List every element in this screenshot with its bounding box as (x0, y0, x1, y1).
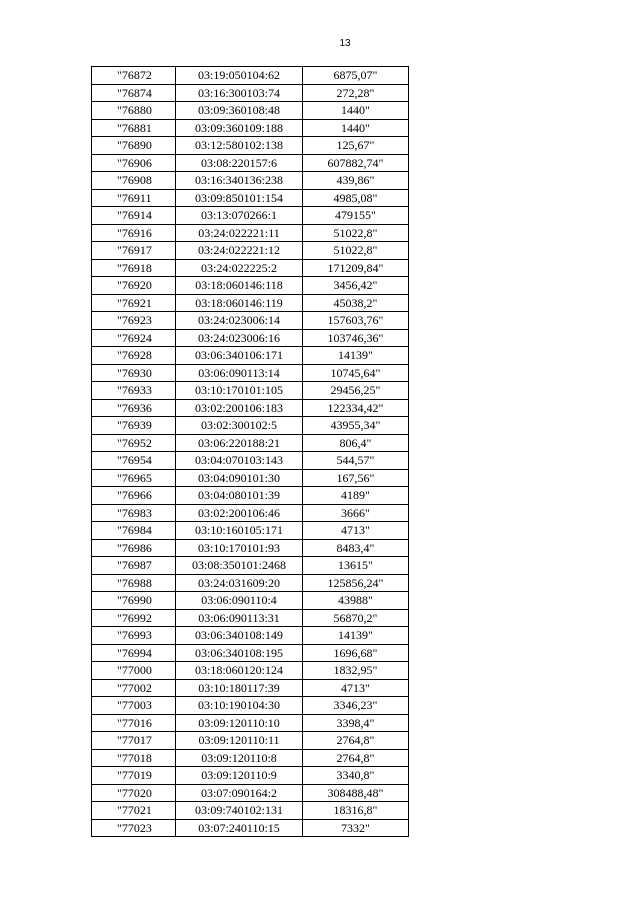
cadastral-number-cell: 03:07:240110:15 (176, 819, 303, 837)
cadastral-number-cell: 03:24:023006:14 (176, 312, 303, 330)
cadastral-number-cell: 03:18:060146:119 (176, 294, 303, 312)
amount-cell: 607882,74" (303, 154, 409, 172)
cadastral-number-cell: 03:18:060120:124 (176, 662, 303, 680)
amount-cell: 51022,8" (303, 242, 409, 260)
table-row (92, 242, 409, 260)
amount-cell: 122334,42" (303, 399, 409, 417)
amount-cell: 544,57" (303, 452, 409, 470)
cadastral-number-cell: 03:02:300102:5 (176, 417, 303, 435)
table-row (92, 207, 409, 225)
table-row (92, 172, 409, 190)
record-number-cell: "77000 (92, 662, 176, 680)
cadastral-number-cell: 03:08:350101:2468 (176, 557, 303, 575)
amount-cell: 125856,24" (303, 574, 409, 592)
record-number-cell: "76923 (92, 312, 176, 330)
record-number-cell: "76874 (92, 84, 176, 102)
record-number-cell: "77019 (92, 767, 176, 785)
record-number-cell: "76984 (92, 522, 176, 540)
cadastral-number-cell: 03:06:220188:21 (176, 434, 303, 452)
record-number-cell: "77023 (92, 819, 176, 837)
cadastral-number-cell: 03:24:031609:20 (176, 574, 303, 592)
table-row (92, 592, 409, 610)
data-table (91, 66, 409, 837)
amount-cell: 7332" (303, 819, 409, 837)
record-number-cell: "76872 (92, 67, 176, 85)
cadastral-number-cell: 03:06:090113:31 (176, 609, 303, 627)
record-number-cell: "77016 (92, 714, 176, 732)
table-row (92, 434, 409, 452)
amount-cell: 8483,4" (303, 539, 409, 557)
cadastral-number-cell: 03:10:170101:93 (176, 539, 303, 557)
cadastral-number-cell: 03:02:200106:183 (176, 399, 303, 417)
record-number-cell: "76914 (92, 207, 176, 225)
amount-cell: 10745,64" (303, 364, 409, 382)
table-row (92, 732, 409, 750)
cadastral-number-cell: 03:13:070266:1 (176, 207, 303, 225)
amount-cell: 167,56" (303, 469, 409, 487)
record-number-cell: "76890 (92, 137, 176, 155)
record-number-cell: "76881 (92, 119, 176, 137)
record-number-cell: "76986 (92, 539, 176, 557)
table-row (92, 312, 409, 330)
cadastral-number-cell: 03:09:360108:48 (176, 102, 303, 120)
amount-cell: 14139" (303, 627, 409, 645)
amount-cell: 3666" (303, 504, 409, 522)
cadastral-number-cell: 03:04:080101:39 (176, 487, 303, 505)
table-row (92, 644, 409, 662)
record-number-cell: "76930 (92, 364, 176, 382)
amount-cell: 51022,8" (303, 224, 409, 242)
table-row (92, 469, 409, 487)
amount-cell: 308488,48" (303, 784, 409, 802)
amount-cell: 4713" (303, 679, 409, 697)
table-row (92, 784, 409, 802)
record-number-cell: "76916 (92, 224, 176, 242)
amount-cell: 43988" (303, 592, 409, 610)
amount-cell: 2764,8" (303, 732, 409, 750)
cadastral-number-cell: 03:06:090110:4 (176, 592, 303, 610)
record-number-cell: "76918 (92, 259, 176, 277)
cadastral-number-cell: 03:07:090164:2 (176, 784, 303, 802)
record-number-cell: "77020 (92, 784, 176, 802)
table-row (92, 224, 409, 242)
table-row (92, 259, 409, 277)
table-row (92, 609, 409, 627)
amount-cell: 1440" (303, 119, 409, 137)
table-row (92, 154, 409, 172)
record-number-cell: "76924 (92, 329, 176, 347)
table-row (92, 819, 409, 837)
table-row (92, 627, 409, 645)
record-number-cell: "76993 (92, 627, 176, 645)
amount-cell: 4189" (303, 487, 409, 505)
cadastral-number-cell: 03:10:160105:171 (176, 522, 303, 540)
amount-cell: 29456,25" (303, 382, 409, 400)
amount-cell: 6875,07" (303, 67, 409, 85)
record-number-cell: "76939 (92, 417, 176, 435)
cadastral-number-cell: 03:09:740102:131 (176, 802, 303, 820)
amount-cell: 439,86" (303, 172, 409, 190)
record-number-cell: "77017 (92, 732, 176, 750)
table-row (92, 137, 409, 155)
cadastral-number-cell: 03:09:120110:10 (176, 714, 303, 732)
table-row (92, 452, 409, 470)
table-row (92, 294, 409, 312)
cadastral-number-cell: 03:06:340108:149 (176, 627, 303, 645)
record-number-cell: "76983 (92, 504, 176, 522)
amount-cell: 4985,08" (303, 189, 409, 207)
record-number-cell: "76936 (92, 399, 176, 417)
record-number-cell: "77002 (92, 679, 176, 697)
cadastral-number-cell: 03:09:850101:154 (176, 189, 303, 207)
record-number-cell: "76994 (92, 644, 176, 662)
cadastral-number-cell: 03:16:340136:238 (176, 172, 303, 190)
table-row (92, 399, 409, 417)
table-row (92, 189, 409, 207)
cadastral-number-cell: 03:19:050104:62 (176, 67, 303, 85)
record-number-cell: "76987 (92, 557, 176, 575)
amount-cell: 3340,8" (303, 767, 409, 785)
table-row (92, 539, 409, 557)
cadastral-number-cell: 03:04:070103:143 (176, 452, 303, 470)
amount-cell: 1440" (303, 102, 409, 120)
cadastral-number-cell: 03:09:120110:8 (176, 749, 303, 767)
table-row (92, 522, 409, 540)
amount-cell: 13615" (303, 557, 409, 575)
cadastral-number-cell: 03:04:090101:30 (176, 469, 303, 487)
table-row (92, 802, 409, 820)
record-number-cell: "76921 (92, 294, 176, 312)
table-row (92, 67, 409, 85)
record-number-cell: "76920 (92, 277, 176, 295)
record-number-cell: "76906 (92, 154, 176, 172)
cadastral-number-cell: 03:24:022221:11 (176, 224, 303, 242)
table-row (92, 102, 409, 120)
amount-cell: 14139" (303, 347, 409, 365)
cadastral-number-cell: 03:09:120110:11 (176, 732, 303, 750)
record-number-cell: "76992 (92, 609, 176, 627)
record-number-cell: "76990 (92, 592, 176, 610)
record-number-cell: "76933 (92, 382, 176, 400)
amount-cell: 171209,84" (303, 259, 409, 277)
amount-cell: 806,4" (303, 434, 409, 452)
table-row (92, 697, 409, 715)
cadastral-number-cell: 03:06:090113:14 (176, 364, 303, 382)
cadastral-number-cell: 03:24:022221:12 (176, 242, 303, 260)
cadastral-number-cell: 03:09:120110:9 (176, 767, 303, 785)
amount-cell: 18316,8" (303, 802, 409, 820)
record-number-cell: "76911 (92, 189, 176, 207)
record-number-cell: "76988 (92, 574, 176, 592)
amount-cell: 3346,23" (303, 697, 409, 715)
cadastral-number-cell: 03:08:220157:6 (176, 154, 303, 172)
cadastral-number-cell: 03:24:022225:2 (176, 259, 303, 277)
cadastral-number-cell: 03:12:580102:138 (176, 137, 303, 155)
amount-cell: 3398,4" (303, 714, 409, 732)
cadastral-number-cell: 03:02:200106:46 (176, 504, 303, 522)
record-number-cell: "76954 (92, 452, 176, 470)
table-row (92, 767, 409, 785)
amount-cell: 4713" (303, 522, 409, 540)
page-number: 13 (339, 38, 351, 49)
amount-cell: 43955,34" (303, 417, 409, 435)
table-row (92, 504, 409, 522)
record-number-cell: "77021 (92, 802, 176, 820)
table-row (92, 84, 409, 102)
table-row (92, 347, 409, 365)
record-number-cell: "76965 (92, 469, 176, 487)
cadastral-number-cell: 03:16:300103:74 (176, 84, 303, 102)
table-row (92, 749, 409, 767)
table-row (92, 679, 409, 697)
table-row (92, 714, 409, 732)
amount-cell: 157603,76" (303, 312, 409, 330)
cadastral-number-cell: 03:24:023006:16 (176, 329, 303, 347)
record-number-cell: "76908 (92, 172, 176, 190)
amount-cell: 2764,8" (303, 749, 409, 767)
record-number-cell: "76966 (92, 487, 176, 505)
table-row (92, 417, 409, 435)
table-row (92, 119, 409, 137)
amount-cell: 3456,42" (303, 277, 409, 295)
amount-cell: 1696,68" (303, 644, 409, 662)
cadastral-number-cell: 03:18:060146:118 (176, 277, 303, 295)
table-row (92, 662, 409, 680)
table-row (92, 557, 409, 575)
record-number-cell: "76928 (92, 347, 176, 365)
amount-cell: 103746,36" (303, 329, 409, 347)
amount-cell: 272,28" (303, 84, 409, 102)
amount-cell: 56870,2" (303, 609, 409, 627)
table-row (92, 364, 409, 382)
record-number-cell: "76917 (92, 242, 176, 260)
table-row (92, 487, 409, 505)
cadastral-number-cell: 03:06:340108:195 (176, 644, 303, 662)
cadastral-number-cell: 03:06:340106:171 (176, 347, 303, 365)
amount-cell: 45038,2" (303, 294, 409, 312)
amount-cell: 1832,95" (303, 662, 409, 680)
amount-cell: 479155" (303, 207, 409, 225)
table-row (92, 329, 409, 347)
record-number-cell: "76952 (92, 434, 176, 452)
table-body (92, 67, 409, 837)
cadastral-number-cell: 03:10:190104:30 (176, 697, 303, 715)
table-row (92, 277, 409, 295)
cadastral-number-cell: 03:09:360109:188 (176, 119, 303, 137)
cadastral-number-cell: 03:10:180117:39 (176, 679, 303, 697)
amount-cell: 125,67" (303, 137, 409, 155)
record-number-cell: "77018 (92, 749, 176, 767)
table-row (92, 382, 409, 400)
table-row (92, 574, 409, 592)
record-number-cell: "76880 (92, 102, 176, 120)
cadastral-number-cell: 03:10:170101:105 (176, 382, 303, 400)
record-number-cell: "77003 (92, 697, 176, 715)
